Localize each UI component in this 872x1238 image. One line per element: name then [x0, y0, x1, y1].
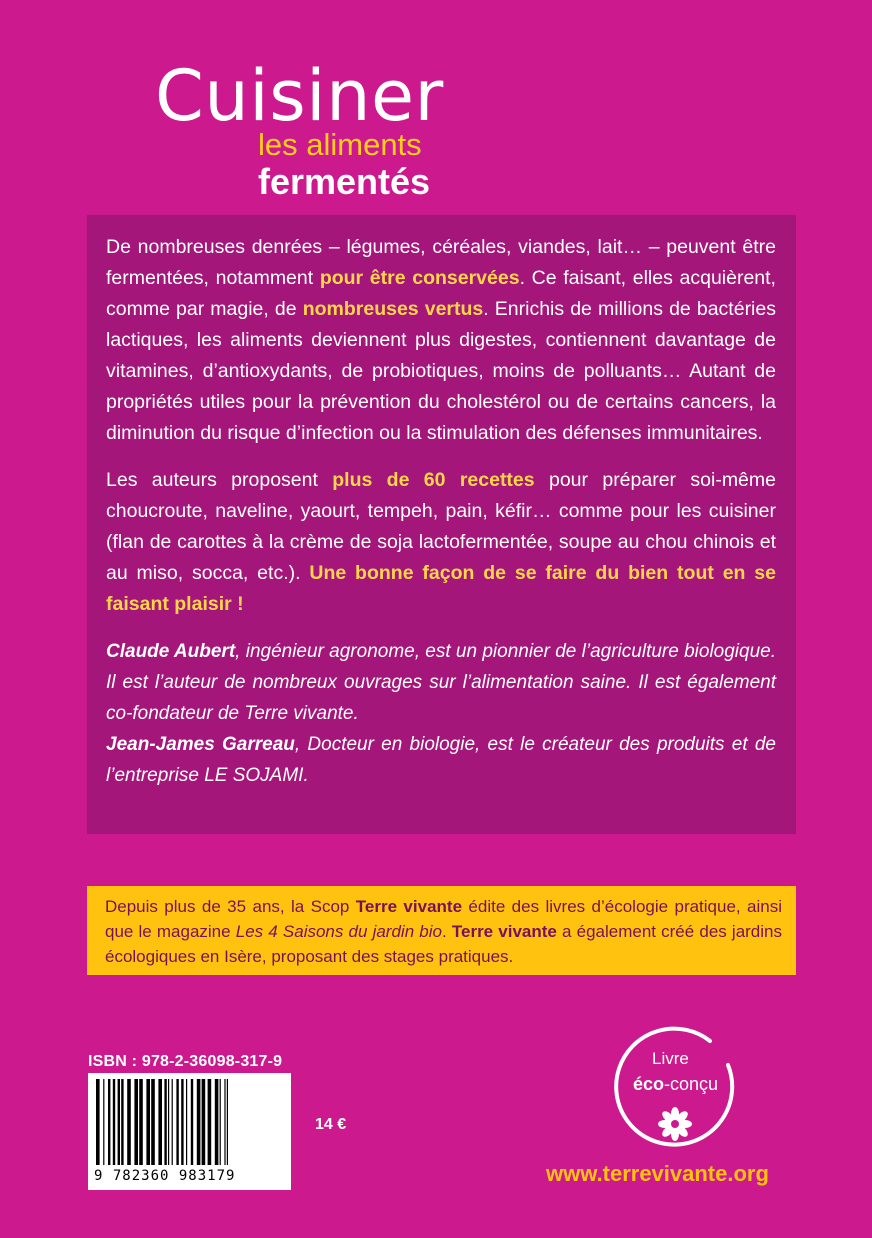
- barcode-bar: [168, 1079, 169, 1165]
- authors-paragraph: [106, 636, 776, 791]
- barcode-bar: [164, 1079, 166, 1165]
- barcode-bar: [181, 1079, 183, 1165]
- eco-design-logo: [610, 1025, 740, 1155]
- barcode-bar: [220, 1079, 221, 1165]
- body-text: pour préparer soi-même choucroute, naveline, yaourt, tempeh, pain, kéfir… comme pour les cuisiner (flan de carottes à la crème de soja lactofermentée, soupe au chou chinois et au miso, socca, etc.).: [106, 469, 776, 584]
- eco-logo-line1: Livre: [652, 1049, 689, 1068]
- flower-icon: [658, 1107, 692, 1141]
- barcode-bar: [113, 1079, 115, 1165]
- barcode-bar: [176, 1079, 178, 1165]
- barcode-bar: [103, 1079, 104, 1165]
- barcode-bar: [134, 1079, 138, 1165]
- barcode-bar: [202, 1079, 206, 1165]
- barcode-bar: [121, 1079, 123, 1165]
- barcode-bar: [215, 1079, 219, 1165]
- highlight-text: pour être conservées: [319, 267, 520, 289]
- highlight-text: nombreuses vertus: [302, 298, 484, 320]
- barcode-bar: [146, 1079, 150, 1165]
- description-paragraph-1: [106, 232, 776, 449]
- author-1-bio: , ingénieur agronome, est un pionnier de l’agriculture biologique. Il est l’auteur de nombreux ouvrages sur l’alimentation saine. Il est également co-fondateur de Terre vivante.: [106, 641, 777, 724]
- description-panel: [87, 215, 796, 834]
- publisher-text: Depuis plus de 35 ans, la Scop Terre vivante édite des livres d’écologie pratique, ainsi que le magazine Les 4 Saisons du jardin bio. Terre vivante a également créé des jardins écologiques en Isère, proposant des stages pratiques.: [105, 897, 782, 966]
- barcode-bars: [94, 1079, 285, 1165]
- eco-logo-line2: éco-conçu: [633, 1074, 719, 1094]
- magazine-name: Les 4 Saisons du jardin bio: [235, 922, 442, 941]
- publisher-url[interactable]: www.terrevivante.org: [546, 1161, 769, 1186]
- barcode-bar: [224, 1079, 225, 1165]
- price: 14 €: [315, 1116, 347, 1133]
- highlight-text: plus de 60 recettes: [332, 469, 535, 491]
- publisher-box: [87, 886, 796, 975]
- barcode-bar: [118, 1079, 120, 1165]
- author-2-bio: , Docteur en biologie, est le créateur des produits et de l’entreprise LE SOJAMI.: [106, 734, 776, 786]
- barcode-bar: [139, 1079, 143, 1165]
- title-main: Cuisiner: [155, 55, 444, 137]
- isbn: ISBN : 978-2-36098-317-9: [88, 1053, 283, 1070]
- body-text: Les auteurs proposent: [106, 469, 333, 491]
- author-1-name: Claude Aubert: [106, 641, 236, 662]
- body-text: . Ce faisant, elles acquièrent, comme par magie, de: [106, 267, 776, 320]
- publisher-name: Terre vivante: [355, 897, 463, 916]
- barcode-bar: [197, 1079, 201, 1165]
- barcode-bar: [151, 1079, 155, 1165]
- barcode-digits: 9 782360 983179: [94, 1168, 236, 1184]
- barcode-bar: [227, 1079, 228, 1165]
- barcode-bar: [172, 1079, 173, 1165]
- barcode-bar: [127, 1079, 131, 1165]
- body-text: . Enrichis de millions de bactéries lactiques, les aliments deviennent plus digestes, contiennent davantage de vitamines, d’antioxydants, de probiotiques, moins de polluants… Autant de propriétés utiles pour la prévention du cholestérol ou de certains cancers, la diminution du risque d’infection ou la stimulation des défenses immunitaires.: [106, 298, 776, 444]
- author-2-name: Jean-James Garreau: [106, 734, 295, 755]
- barcode-bar: [208, 1079, 212, 1165]
- publisher-name-2: Terre vivante: [451, 922, 557, 941]
- title-sub2: fermentés: [258, 161, 431, 202]
- barcode: [88, 1073, 291, 1190]
- barcode-bar: [96, 1079, 100, 1165]
- description-paragraph-2: [106, 465, 776, 620]
- title-sub1: les aliments: [258, 127, 422, 162]
- barcode-bar: [158, 1079, 162, 1165]
- body-text: De nombreuses denrées – légumes, céréales, viandes, lait… – peuvent être fermentées, notamment: [106, 236, 776, 289]
- barcode-bar: [108, 1079, 110, 1165]
- barcode-bar: [191, 1079, 193, 1165]
- barcode-bar: [186, 1079, 187, 1165]
- highlight-text: Une bonne façon de se faire du bien tout en se faisant plaisir !: [106, 562, 776, 615]
